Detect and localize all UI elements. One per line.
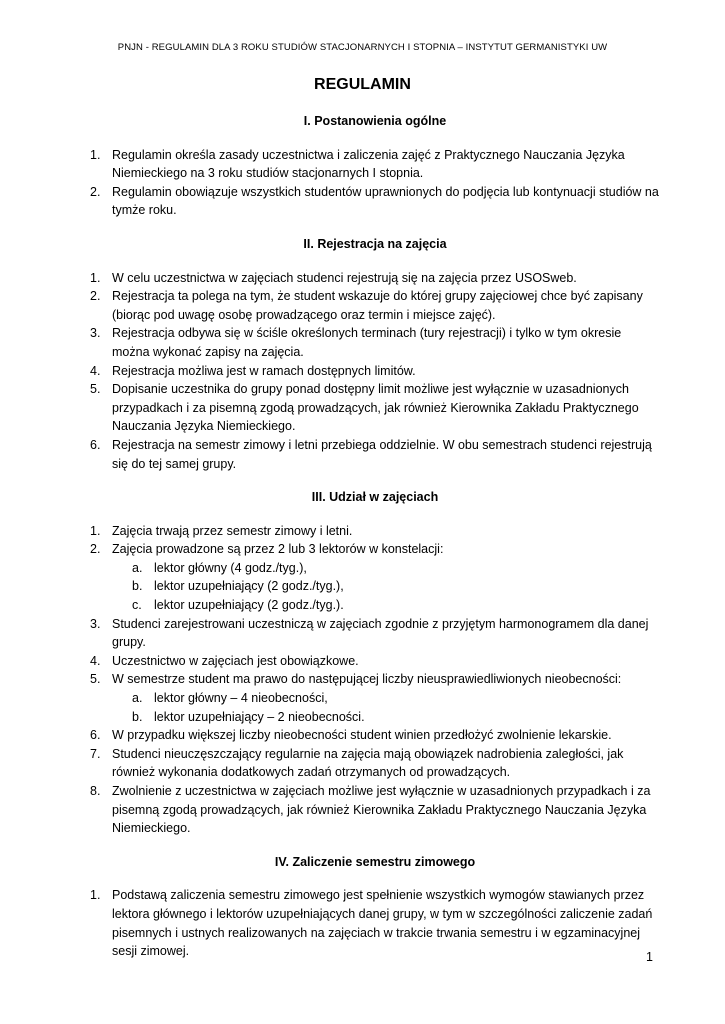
item-text: Rejestracja na semestr zimowy i letni przebiega oddzielnie. W obu semestrach studenci rejestrują się do tej samej grupy.	[112, 437, 652, 471]
sub-list-item	[112, 689, 660, 708]
numbered-list	[90, 886, 660, 960]
sub-item-text: lektor uzupełniający (2 godz./tyg.).	[154, 598, 344, 613]
list-item	[90, 324, 660, 361]
item-text: Regulamin określa zasady uczestnictwa i zaliczenia zajęć z Praktycznego Nauczania Języka Niemieckiego na 3 roku studiów stacjonarnych I stopnia.	[112, 147, 625, 181]
list-item	[90, 745, 660, 782]
sub-list	[112, 689, 660, 726]
item-text: Uczestnictwo w zajęciach jest obowiązkowe.	[112, 653, 359, 668]
item-number: 1.	[90, 888, 101, 903]
item-text: W przypadku większej liczby nieobecności student winien przedłożyć zwolnienie lekarskie.	[112, 728, 612, 743]
list-item	[90, 269, 660, 288]
item-number: 6.	[90, 728, 101, 743]
sub-item-text: lektor uzupełniający (2 godz./tyg.),	[154, 579, 344, 594]
sub-list-item	[112, 708, 660, 727]
item-text: Studenci zarejestrowani uczestniczą w zajęciach zgodnie z przyjętym harmonogramem dla danej grupy.	[112, 616, 649, 650]
sub-item-letter: a.	[132, 560, 143, 575]
list-item	[90, 726, 660, 745]
item-text: Studenci nieuczęszczający regularnie na zajęcia mają obowiązek nadrobienia zaległości, jak również wykonania dodatkowych zadań otrzymanych od prowadzących.	[112, 746, 624, 780]
list-item	[90, 670, 660, 726]
item-text: W celu uczestnictwa w zajęciach studenci rejestrują się na zajęcia przez USOSweb.	[112, 270, 577, 285]
section	[90, 112, 660, 220]
item-number: 1.	[90, 523, 101, 538]
running-header: PNJN - REGULAMIN DLA 3 ROKU STUDIÓW STACJONARNYCH I STOPNIA – INSTYTUT GERMANISTYKI UW	[117, 42, 608, 53]
list-item	[90, 540, 660, 614]
sub-item-text: lektor główny (4 godz./tyg.),	[154, 560, 307, 575]
numbered-list	[90, 522, 660, 838]
list-item	[90, 782, 660, 838]
item-text: Zajęcia trwają przez semestr zimowy i letni.	[112, 523, 353, 538]
list-item	[90, 146, 660, 183]
item-text: Regulamin obowiązuje wszystkich studentów uprawnionych do podjęcia lub kontynuacji studiów na tymże roku.	[112, 184, 659, 218]
item-number: 1.	[90, 147, 101, 162]
item-number: 5.	[90, 672, 101, 687]
document-title: REGULAMIN	[314, 76, 411, 93]
section-title: IV. Zaliczenie semestru zimowego	[274, 854, 476, 869]
list-item	[90, 380, 660, 436]
item-number: 7.	[90, 746, 101, 761]
item-text: Podstawą zaliczenia semestru zimowego jest spełnienie wszystkich wymogów stawianych przez lektora głównego i lektorów uzupełniających danej grupy, w tym w szczególności zaliczenie zadań pisemnych i ustnych realizowanych na zajęciach w trakcie trwania semestru i w egzaminacyjnej sesji zimowej.	[112, 888, 653, 959]
document-body	[90, 112, 660, 976]
numbered-list	[90, 146, 660, 220]
list-item	[90, 183, 660, 220]
sub-list-item	[112, 559, 660, 578]
item-number: 3.	[90, 616, 101, 631]
sub-list	[112, 559, 660, 615]
sub-item-text: lektor główny – 4 nieobecności,	[154, 691, 328, 706]
item-text: Rejestracja odbywa się w ściśle określonych terminach (tury rejestracji) i tylko w tym okresie można wykonać zapisy na zajęcia.	[112, 326, 622, 359]
item-text: Rejestracja możliwa jest w ramach dostępnych limitów.	[112, 363, 416, 378]
item-text: Zajęcia prowadzone są przez 2 lub 3 lektorów w konstelacji:	[112, 542, 444, 557]
list-item	[90, 436, 660, 473]
section	[90, 235, 660, 473]
sub-list-item	[112, 596, 660, 615]
section	[90, 853, 660, 961]
sub-item-text: lektor uzupełniający – 2 nieobecności.	[154, 709, 365, 724]
section-title: III. Udział w zajęciach	[311, 490, 439, 505]
list-item	[90, 362, 660, 381]
sub-list-item	[112, 577, 660, 596]
section	[90, 488, 660, 838]
list-item	[90, 522, 660, 541]
numbered-list	[90, 269, 660, 474]
item-number: 2.	[90, 289, 101, 304]
list-item	[90, 287, 660, 324]
sub-item-letter: c.	[132, 598, 142, 613]
item-number: 3.	[90, 326, 101, 341]
item-number: 4.	[90, 363, 101, 378]
item-number: 8.	[90, 784, 101, 798]
list-item	[90, 886, 660, 960]
list-item	[90, 615, 660, 652]
item-number: 1.	[90, 270, 101, 285]
item-text: Rejestracja ta polega na tym, że student wskazuje do której grupy zajęciowej chce być zapisany (biorąc pod uwagę osobę prowadzącego oraz termin i miejsce zajęć).	[112, 289, 643, 322]
item-text: Zwolnienie z uczestnictwa w zajęciach możliwe jest wyłącznie w uzasadnionych przypadkach i za pisemną zgodą prowadzących, jak również Kierownika Zakładu Praktycznego Nauczania Języka Niemieckiego.	[112, 784, 651, 836]
sub-item-letter: a.	[132, 691, 143, 706]
item-text: W semestrze student ma prawo do następującej liczby nieusprawiedliwionych nieobecności:	[112, 672, 622, 687]
section-title: I. Postanowienia ogólne	[303, 114, 447, 128]
sub-item-letter: b.	[132, 709, 143, 724]
item-number: 4.	[90, 653, 101, 668]
item-number: 2.	[90, 542, 101, 557]
item-number: 6.	[90, 437, 101, 452]
sub-item-letter: b.	[132, 579, 143, 594]
item-number: 2.	[90, 184, 101, 199]
item-text: Dopisanie uczestnika do grupy ponad dostępny limit możliwe jest wyłącznie w uzasadnionych przypadkach i za pisemną zgodą prowadzących, jak również Kierownika Zakładu Praktycznego Nauczania Języka Niemieckiego.	[112, 382, 639, 434]
list-item	[90, 652, 660, 671]
page-number: 1	[646, 950, 653, 964]
section-title: II. Rejestracja na zajęcia	[303, 236, 447, 251]
item-number: 5.	[90, 382, 101, 397]
